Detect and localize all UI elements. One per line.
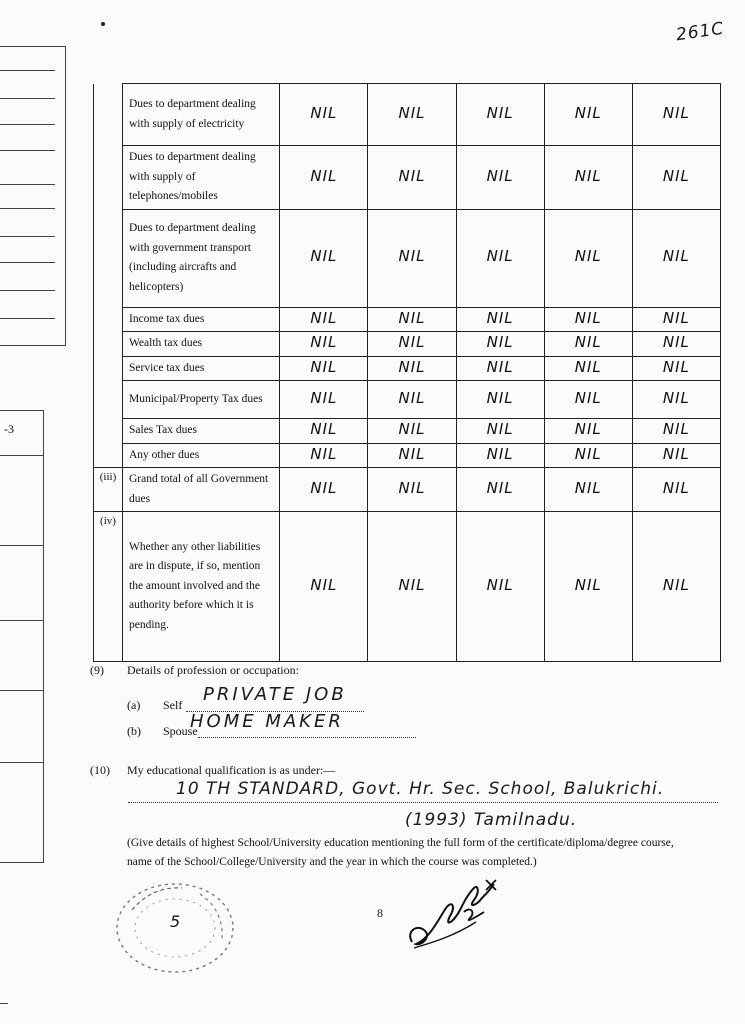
- handwritten-value: NIL: [574, 420, 602, 438]
- value-cell: [544, 84, 632, 146]
- dues-row: [94, 468, 721, 512]
- handwritten-value: NIL: [398, 166, 426, 185]
- row-number: [94, 84, 123, 146]
- item-9-heading: Details of profession or occupation:: [127, 663, 299, 677]
- value-cell: [632, 84, 720, 146]
- handwritten-value: NIL: [574, 247, 602, 266]
- handwritten-value: NIL: [574, 575, 602, 594]
- row-number: [94, 443, 123, 468]
- handwritten-value: NIL: [574, 308, 602, 327]
- value-cell: [368, 443, 456, 468]
- value-cell: [280, 209, 368, 307]
- item-10-answer-line1: 10 TH STANDARD, Govt. Hr. Sec. School, Balukrichi.: [176, 779, 665, 799]
- value-cell: [544, 209, 632, 307]
- handwritten-value: NIL: [310, 333, 338, 351]
- handwritten-value: NIL: [662, 333, 690, 351]
- handwritten-value: NIL: [398, 308, 426, 327]
- value-cell: [632, 512, 720, 662]
- stamp-mark: 5: [170, 912, 182, 931]
- value-cell: [456, 512, 544, 662]
- handwritten-value: NIL: [662, 388, 690, 407]
- value-cell: [456, 146, 544, 210]
- signature: [404, 872, 504, 954]
- value-cell: [632, 307, 720, 332]
- value-cell: [544, 332, 632, 357]
- value-cell: [280, 443, 368, 468]
- page-number: 8: [377, 906, 383, 920]
- handwritten-value: NIL: [310, 103, 338, 122]
- row-number: [94, 146, 123, 210]
- value-cell: [280, 512, 368, 662]
- handwritten-value: NIL: [486, 333, 514, 351]
- handwritten-value: NIL: [486, 247, 514, 266]
- row-number: [94, 307, 123, 332]
- row-label: Income tax dues: [123, 307, 280, 332]
- handwritten-value: NIL: [486, 420, 514, 438]
- handwritten-value: NIL: [662, 357, 690, 376]
- handwritten-value: NIL: [574, 444, 602, 463]
- value-cell: [456, 307, 544, 332]
- row-label: Wealth tax dues: [123, 332, 280, 357]
- value-cell: [456, 443, 544, 468]
- value-cell: [456, 84, 544, 146]
- item-10-heading: My educational qualification is as under:—: [127, 763, 336, 777]
- row-number: (iv): [94, 512, 123, 662]
- dues-row: [94, 512, 721, 662]
- row-label: Dues to department dealing with government transport (including aircrafts and helicopters): [123, 209, 280, 307]
- handwritten-value: NIL: [310, 575, 338, 594]
- item-9a-value: PRIVATE JOB: [203, 684, 347, 705]
- handwritten-value: NIL: [486, 388, 514, 407]
- row-label: Dues to department dealing with supply of electricity: [123, 84, 280, 146]
- value-cell: [456, 381, 544, 419]
- dues-row: [94, 146, 721, 210]
- row-number: (iii): [94, 468, 123, 512]
- row-label: Grand total of all Government dues: [123, 468, 280, 512]
- value-cell: [280, 468, 368, 512]
- value-cell: [632, 332, 720, 357]
- value-cell: [456, 356, 544, 381]
- handwritten-value: NIL: [310, 388, 338, 407]
- handwritten-value: NIL: [398, 444, 426, 463]
- handwritten-value: NIL: [310, 247, 338, 266]
- handwritten-value: NIL: [574, 478, 602, 497]
- handwritten-value: NIL: [398, 575, 426, 594]
- row-number: [94, 356, 123, 381]
- value-cell: [368, 209, 456, 307]
- row-number: [94, 381, 123, 419]
- value-cell: [544, 512, 632, 662]
- handwritten-value: NIL: [310, 357, 338, 376]
- value-cell: [368, 307, 456, 332]
- value-cell: [456, 209, 544, 307]
- handwritten-value: NIL: [310, 478, 338, 497]
- handwritten-value: NIL: [486, 444, 514, 463]
- handwritten-value: NIL: [574, 166, 602, 185]
- handwritten-value: NIL: [310, 444, 338, 463]
- value-cell: [280, 84, 368, 146]
- handwritten-value: NIL: [662, 166, 690, 185]
- handwritten-value: NIL: [310, 308, 338, 327]
- margin-mark: -3: [4, 422, 14, 436]
- row-number: [94, 332, 123, 357]
- handwritten-value: NIL: [486, 103, 514, 122]
- handwritten-value: NIL: [574, 333, 602, 351]
- value-cell: [280, 307, 368, 332]
- item-9b-field: Spouse: [163, 724, 198, 738]
- handwritten-value: NIL: [486, 308, 514, 327]
- value-cell: [280, 356, 368, 381]
- dues-row: [94, 307, 721, 332]
- value-cell: [368, 332, 456, 357]
- item-9b-value: HOME MAKER: [190, 711, 344, 732]
- handwritten-value: NIL: [662, 247, 690, 266]
- page-mark: 261C: [674, 18, 726, 46]
- row-label: Service tax dues: [123, 356, 280, 381]
- value-cell: [280, 381, 368, 419]
- value-cell: [632, 209, 720, 307]
- item-9a-label: (a): [127, 698, 141, 712]
- row-label: Any other dues: [123, 443, 280, 468]
- handwritten-value: NIL: [398, 103, 426, 122]
- dues-table: [93, 83, 721, 662]
- value-cell: [544, 443, 632, 468]
- value-cell: [632, 443, 720, 468]
- handwritten-value: NIL: [398, 333, 426, 351]
- value-cell: [456, 332, 544, 357]
- handwritten-value: NIL: [486, 478, 514, 497]
- value-cell: [632, 381, 720, 419]
- value-cell: [368, 512, 456, 662]
- value-cell: [368, 381, 456, 419]
- handwritten-value: NIL: [662, 444, 690, 463]
- dues-row: [94, 84, 721, 146]
- dues-row: [94, 356, 721, 381]
- handwritten-value: NIL: [574, 103, 602, 122]
- dues-row: [94, 381, 721, 419]
- row-number: [94, 209, 123, 307]
- handwritten-value: NIL: [310, 420, 338, 438]
- value-cell: [280, 146, 368, 210]
- row-label: Whether any other liabilities are in dispute, if so, mention the amount involved and the authority before which it is pending.: [123, 512, 280, 662]
- row-label: Municipal/Property Tax dues: [123, 381, 280, 419]
- dues-row: [94, 443, 721, 468]
- handwritten-value: NIL: [574, 357, 602, 376]
- item-9a-field: Self: [163, 698, 183, 712]
- value-cell: [632, 146, 720, 210]
- value-cell: [544, 419, 632, 444]
- handwritten-value: NIL: [486, 575, 514, 594]
- row-number: [94, 419, 123, 444]
- value-cell: [368, 146, 456, 210]
- row-label: Dues to department dealing with supply of telephones/mobiles: [123, 146, 280, 210]
- value-cell: [368, 356, 456, 381]
- handwritten-value: NIL: [662, 420, 690, 438]
- value-cell: [456, 419, 544, 444]
- item-10-answer-line2: (1993) Tamilnadu.: [405, 810, 578, 830]
- value-cell: [368, 468, 456, 512]
- value-cell: [544, 468, 632, 512]
- item-10-number: (10): [90, 763, 110, 777]
- handwritten-value: NIL: [662, 103, 690, 122]
- value-cell: [456, 468, 544, 512]
- value-cell: [368, 84, 456, 146]
- value-cell: [544, 146, 632, 210]
- value-cell: [368, 419, 456, 444]
- handwritten-value: NIL: [398, 357, 426, 376]
- handwritten-value: NIL: [662, 575, 690, 594]
- value-cell: [544, 356, 632, 381]
- value-cell: [280, 419, 368, 444]
- handwritten-value: NIL: [398, 420, 426, 438]
- value-cell: [632, 468, 720, 512]
- value-cell: [632, 419, 720, 444]
- handwritten-value: NIL: [398, 478, 426, 497]
- handwritten-value: NIL: [662, 478, 690, 497]
- handwritten-value: NIL: [486, 357, 514, 376]
- ink-dot: [101, 22, 105, 26]
- item-10-note: (Give details of highest School/University education mentioning the full form of the certificate/diploma/degree course, name of the School/College/University and the year in which the course was completed.): [127, 837, 674, 868]
- item-9-number: (9): [90, 663, 104, 677]
- value-cell: [544, 381, 632, 419]
- dues-row: [94, 419, 721, 444]
- row-label: Sales Tax dues: [123, 419, 280, 444]
- handwritten-value: NIL: [310, 166, 338, 185]
- value-cell: [632, 356, 720, 381]
- value-cell: [544, 307, 632, 332]
- handwritten-value: NIL: [574, 388, 602, 407]
- handwritten-value: NIL: [398, 247, 426, 266]
- handwritten-value: NIL: [662, 308, 690, 327]
- handwritten-value: NIL: [398, 388, 426, 407]
- dues-row: [94, 332, 721, 357]
- value-cell: [280, 332, 368, 357]
- item-9b-label: (b): [127, 724, 141, 738]
- handwritten-value: NIL: [486, 166, 514, 185]
- dues-row: [94, 209, 721, 307]
